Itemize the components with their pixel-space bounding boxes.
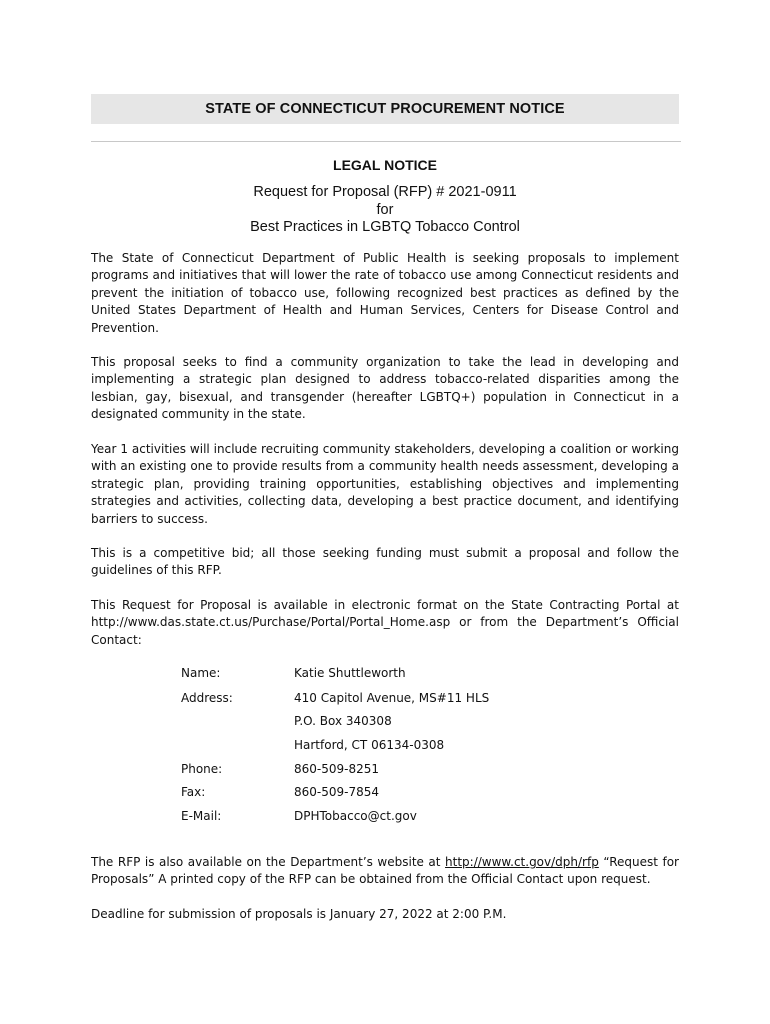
contact-address-line1: 410 Capitol Avenue, MS#11 HLS xyxy=(294,691,490,705)
contact-name-label: Name: xyxy=(181,666,221,680)
page-title: STATE OF CONNECTICUT PROCUREMENT NOTICE xyxy=(205,101,565,117)
rfp-subject: Best Practices in LGBTQ Tobacco Control xyxy=(250,219,520,235)
header-band xyxy=(91,94,679,124)
rfp-website-link[interactable]: http://www.ct.gov/dph/rfp xyxy=(445,855,599,869)
website-text-after: “Request for Proposals” A printed copy of the RFP can be obtained from the Official Contact upon request. xyxy=(91,855,679,887)
contact-fax-value: 860-509-7854 xyxy=(294,785,380,799)
paragraph-year1-activities: Year 1 activities will include recruiting community stakeholders, developing a coalition or working with an existing one to provide results from a community health needs assessment, developing a strategic plan, providing training opportunities, establishing objectives and implementing strategies and activities, collecting data, developing a best practice document, and identifying barriers to success. xyxy=(91,442,679,526)
divider xyxy=(91,141,681,142)
contact-phone-value: 860-509-8251 xyxy=(294,762,380,776)
rfp-number: Request for Proposal (RFP) # 2021-0911 xyxy=(253,184,517,200)
rfp-for: for xyxy=(376,202,394,218)
paragraph-scope: This proposal seeks to find a community organization to take the lead in developing and implementing a strategic plan designed to address tobacco-related disparities among the lesbian, gay, bisexual, and transgender (hereafter LGBTQ+) population in Connecticut in a designated community in the state. xyxy=(91,355,679,422)
legal-notice-heading: LEGAL NOTICE xyxy=(333,157,437,173)
website-text-before: The RFP is also available on the Department’s website at xyxy=(91,855,446,869)
paragraph-website-availability xyxy=(91,854,679,889)
contact-email-value: DPHTobacco@ct.gov xyxy=(294,809,417,823)
contact-fax-label: Fax: xyxy=(181,785,206,799)
contact-address-line3: Hartford, CT 06134-0308 xyxy=(294,738,445,752)
contact-address-line2: P.O. Box 340308 xyxy=(294,714,392,728)
contact-email-label: E-Mail: xyxy=(181,809,222,823)
contact-name-value: Katie Shuttleworth xyxy=(294,666,406,680)
paragraph-purpose: The State of Connecticut Department of Public Health is seeking proposals to implement programs and initiatives that will lower the rate of tobacco use among Connecticut residents and prevent the initiation of tobacco use, following recognized best practices as defined by the United States Department of Health and Human Services, Centers for Disease Control and Prevention. xyxy=(91,251,679,335)
contact-phone-label: Phone: xyxy=(181,762,223,776)
submission-deadline: Deadline for submission of proposals is January 27, 2022 at 2:00 P.M. xyxy=(91,907,507,921)
paragraph-competitive-bid: This is a competitive bid; all those seeking funding must submit a proposal and follow the guidelines of this RFP. xyxy=(91,546,679,578)
paragraph-availability: This Request for Proposal is available in electronic format on the State Contracting Portal at http://www.das.state.ct.us/Purchase/Portal/Portal_Home.asp or from the Department’s Official Contact: xyxy=(91,598,679,647)
contact-address-label: Address: xyxy=(181,691,233,705)
